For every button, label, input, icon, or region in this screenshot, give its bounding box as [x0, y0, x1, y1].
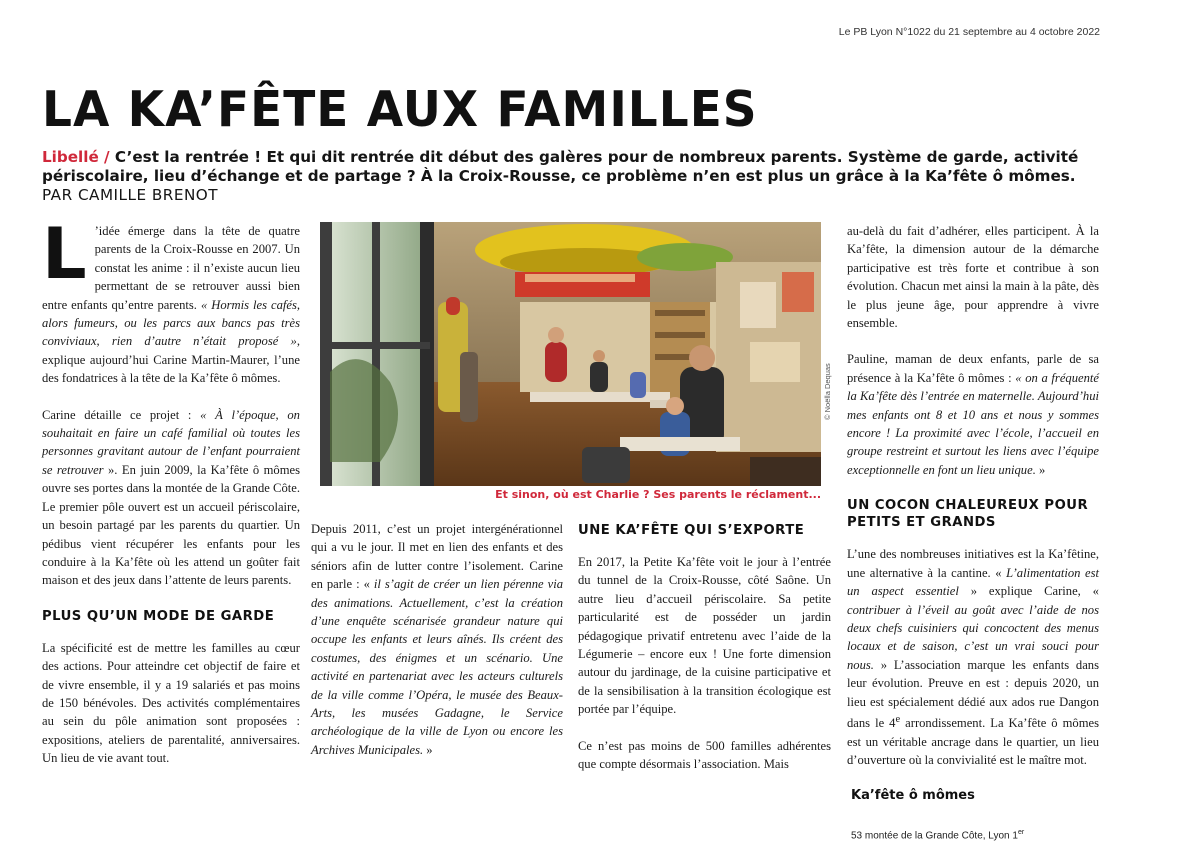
address-text: 53 montée de la Grande Côte, Lyon 1	[851, 830, 1018, 842]
chapo-text: C’est la rentrée ! Et qui dit rentrée dit début des galères pour de nombreux parents. Système de garde, activité périscolaire, lieu d’échange et de partage ? À la Croix-Rousse, ce problème n’en est plus un grâce à la Ka’fête ô mômes.	[42, 148, 1079, 185]
byline: PAR CAMILLE BRENOT	[42, 186, 219, 204]
text-run: »	[1035, 462, 1046, 477]
photo-credit: © Noëlla Dequas	[823, 363, 832, 420]
paragraph	[847, 545, 1099, 769]
quote: « on a fréquenté la Ka’fête dès l’entrée en maternelle. Aujourd’hui mes enfants ont 8 et 10 ans et nous y sommes encore ! La proximité avec l’école, l’accueil en groupe restreint et surtout les liens avec l’équipe exceptionnelle en font un lieu unique.	[847, 370, 1099, 477]
quote: contribuer à l’éveil au goût avec l’aide de nos deux chefs cuisiniers qui concoctent des menus locaux et de saison, c’est un vrai souci pour nous.	[847, 602, 1099, 672]
quote: il s’agit de créer un lien pérenne via des animations. Actuellement, c’est la création d’une enquête scénarisée grandeur nature qui occupe les enfants et leurs aînés. Ils créent des costumes, des énigmes et un scénario. Une activité en partenariat avec les acteurs culturels de la ville comme l’Opéra, le musée des Beaux-Arts, les musées Gadagne, le Service archéologique de la ville de Lyon ou encore les Archives Municipales.	[311, 577, 563, 757]
text-run: » explique Carine, «	[958, 584, 1099, 599]
paragraph	[42, 213, 301, 388]
photo-illustration	[320, 222, 821, 486]
chapo	[42, 148, 1102, 205]
text-run: Pauline, maman de deux enfants, parle de sa présence à la Ka’fête ô mômes :	[847, 352, 1099, 385]
dropcap: L	[42, 213, 87, 295]
text-run: Carine détaille ce projet :	[42, 407, 201, 422]
paragraph: En 2017, la Petite Ka’fête voit le jour à l’entrée du tunnel de la Croix-Rousse, côté Saône. Un autre lieu d’accueil périscolaire. Sa petite particularité est de posséder un jardin pédagogique privatif entretenu avec l’aide de la Légumerie – encore eux ! Une forte dimension autour du jardinage, de la cuisine participative et de la sensibilisation à la transition écologique est portée par l’équipe.	[578, 555, 831, 717]
superscript: e	[895, 713, 901, 725]
info-box-name: Ka’fête ô mômes	[851, 788, 975, 804]
subhead: UNE KA’FÊTE QUI S’EXPORTE	[578, 523, 805, 538]
text-run: L’une des nombreuses initiatives est la Ka’fêtine, une alternative à la cantine. «	[847, 547, 1099, 580]
folio: Le PB Lyon N°1022 du 21 septembre au 4 octobre 2022	[838, 26, 1100, 38]
text-run: arrondissement. La Ka’fête ô mômes est un véritable ancrage dans le quartier, un lieu d’ouverture où la convivialité est le maître mot.	[847, 716, 1099, 767]
article-column-3	[578, 520, 831, 773]
quote: « Hormis les cafés, alors fumeurs, ou les parcs aux bancs pas très conviviaux, rien d’autre n’était proposé »	[42, 297, 301, 349]
article-column-2	[311, 520, 563, 759]
text-run: »	[423, 742, 433, 757]
paragraph	[42, 406, 300, 590]
text-run: » L’association marque les enfants dans leur évolution. Preuve en est : depuis 2020, un lieu est spécialement dédié aux ados rue Dangon dans le 4	[847, 657, 1099, 731]
article-column-1	[42, 213, 301, 768]
text-run: ’idée émerge dans la tête de quatre parents de la Croix-Rousse en 2007. Un constat les anime : il n’existe aucun lieu permettant de se retrouver aussi bien entre enfants qu’entre parents.	[42, 224, 300, 312]
cafe-photo	[320, 222, 821, 486]
subhead: PLUS QU’UN MODE DE GARDE	[42, 608, 275, 624]
subhead: UN COCON CHALEUREUX POUR PETITS ET GRANDS	[847, 498, 1089, 531]
quote: « À l’époque, on souhaitait en faire un café familial où toutes les personnes gravitant autour de l’enfant pourraient se retrouver	[42, 407, 300, 477]
paragraph: Ce n’est pas moins de 500 familles adhérentes que compte désormais l’association. Mais	[578, 738, 831, 772]
paragraph	[847, 350, 1099, 479]
text-run: , explique aujourd’hui Carine Martin-Maurer, l’une des fondatrices à la tête de la Ka’fête ô mômes.	[42, 334, 300, 386]
article-column-4	[847, 222, 1099, 863]
paragraph: au-delà du fait d’adhérer, elles participent. À la Ka’fête, la dimension autour de la démarche participative est très forte et contribue à son évolution. Chacun met ainsi la main à la pâte, dès le plus jeune âge, pour apprendre à vivre ensemble.	[847, 224, 1099, 331]
page-title: LA KA’FÊTE AUX FAMILLES	[42, 80, 758, 139]
superscript: er	[1017, 828, 1025, 836]
text-run: Depuis 2011, c’est un projet intergénérationnel qui a vu le jour. Il met en lien des enfants et des séniors afin de lutter contre l’isolement. Carine en parle : «	[311, 522, 563, 592]
text-run: ». En juin 2009, la Ka’fête ô mômes ouvre ses portes dans la montée de la Grande Côte. Le premier pôle ouvert est un accueil périscolaire, un besoin partagé par les parents du quartier. Un pédibus vient récupérer les enfants pour les conduire à la Ka’fête où les attend un goûter fait maison et des jeux dans l’attente de leurs parents.	[42, 462, 300, 588]
info-box-address	[847, 824, 1099, 846]
paragraph: La spécificité est de mettre les familles au cœur des actions. Pour atteindre cet objectif de faire et de vivre ensemble, il y a 19 salariés et pas moins de 150 bénévoles. Des activités complémentaires au sein du pôle animation sont proposées : expositions, ateliers de parentalité, anniversaires. Un lieu de vie avant tout.	[42, 640, 300, 766]
paragraph	[311, 520, 563, 759]
kicker: Libellé /	[42, 148, 110, 166]
quote: L’alimentation est un aspect essentiel	[847, 565, 1099, 599]
photo-caption: Et sinon, où est Charlie ? Ses parents le réclament...	[495, 488, 821, 501]
